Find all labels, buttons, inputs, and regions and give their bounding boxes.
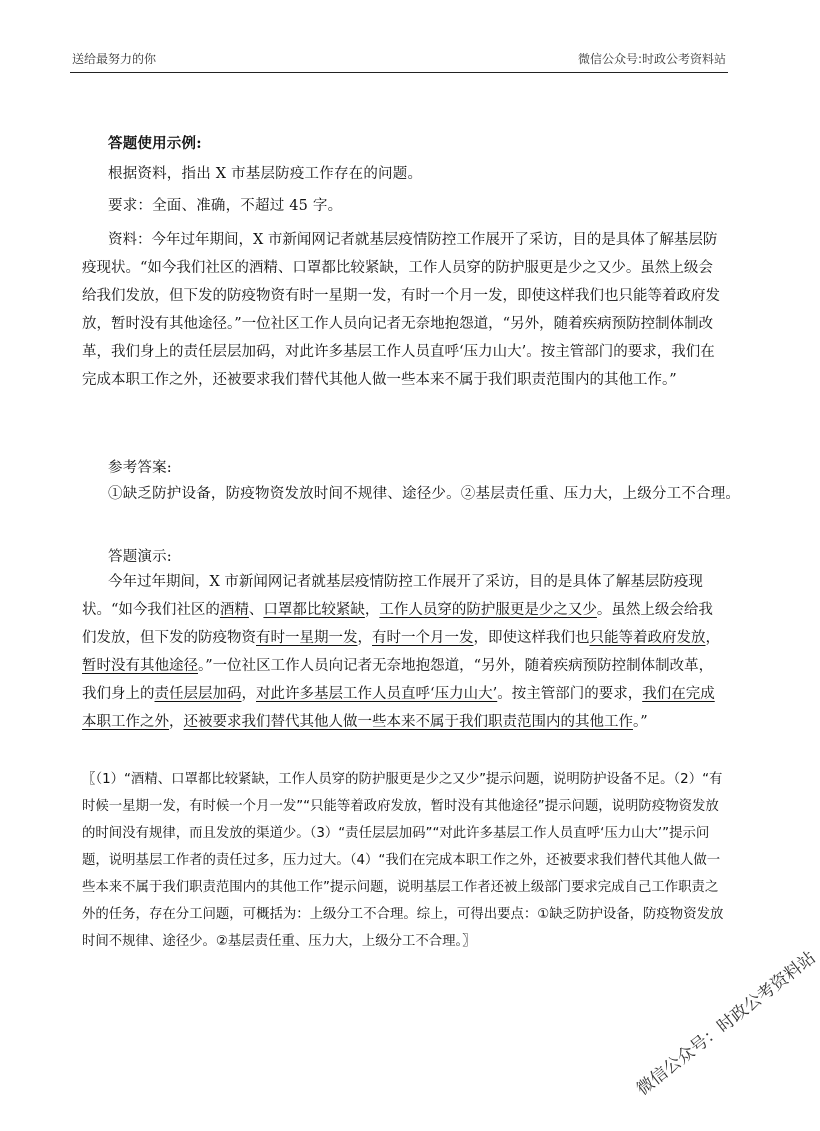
watermark-text: 微信公众号：时政公考资料站: [633, 947, 820, 1100]
marked-phrase: 有时一星期一发: [256, 630, 358, 646]
marked-phrase: 酒精: [219, 602, 249, 618]
marked-phrase: 责任层层加码: [154, 686, 242, 702]
demo-text: 。虽然上级会给我们发放，但下发的防疫物资: [82, 602, 713, 646]
reference-answer: ①缺乏防护设备，防疫物资发放时间不规律、途径少。②基层责任重、压力大，上级分工不合理。: [108, 486, 741, 502]
header-left-text: 送给最努力的你: [72, 52, 157, 66]
demo-text: 。按主管部门的要求，: [497, 686, 643, 702]
demo-text: 。”一位社区工作人员向记者无奈地抱怨道，“另外，随着疾病预防控制体制改革，我们身上的: [82, 658, 714, 702]
demo-heading: 答题演示:: [108, 549, 172, 565]
demo-paragraph: [82, 568, 722, 736]
demo-text: ，: [357, 630, 372, 646]
reference-heading: 参考答案:: [108, 460, 172, 476]
header-right-text: 微信公众号:时政公考资料站: [577, 52, 726, 66]
marked-phrase: 工作人员穿的防护服更是少之又少: [379, 602, 597, 618]
example-requirement: 要求：全面、准确，不超过 45 字。: [108, 198, 343, 214]
demo-text: ，即使这样我们也: [473, 630, 590, 646]
marked-phrase: 只能等着政府发放: [589, 630, 706, 646]
demo-text: ，: [705, 630, 720, 646]
demo-text: 。”: [633, 714, 648, 730]
example-heading: 答题使用示例:: [108, 135, 202, 152]
marked-phrase: 有时一个月一发: [372, 630, 474, 646]
demo-text: 、: [248, 602, 264, 618]
example-question: 根据资料，指出 X 市基层防疫工作存在的问题。: [108, 166, 423, 182]
example-material: 资料：今年过年期间，X 市新闻网记者就基层疫情防控工作展开了采访，目的是具体了解基层防疫现状。“如今我们社区的酒精、口罩都比较紧缺，工作人员穿的防护服更是少之又少。虽然上级会给我们发放，但下发的防疫物资有时一星期一发，有时一个月一发，即使这样我们也只能等着政府发放，暂时没有其他途径。”一位社区工作人员向记者无奈地抱怨道，“另外，随着疾病预防控制体制改革，我们身上的责任层层加码，对此许多基层工作人员直呼‘压力山大’。按主管部门的要求，我们在完成本职工作之外，还被要求我们替代其他人做一些本来不属于我们职责范围内的其他工作。”: [82, 232, 720, 388]
marked-phrase: 口罩都比较紧缺: [263, 602, 365, 618]
analysis-note: 〖（1）“酒精、口罩都比较紧缺，工作人员穿的防护服更是少之又少”提示问题，说明防护设备不足。（2）“有时候一星期一发，有时候一个月一发”“只能等着政府发放，暂时没有其他途径”提示问题，说明防疫物资发放的时间没有规律，而且发放的渠道少。（3）“责任层层加码”“对此许多基层工作人员直呼‘压力山大’”提示问题，说明基层工作者的责任过多，压力过大。（4）“我们在完成本职工作之外，还被要求我们替代其他人做一些本来不属于我们职责范围内的其他工作”提示问题，说明基层工作者还被上级部门要求完成自己工作职责之外的任务，存在分工问题，可概括为：上级分工不合理。综上，可得出要点：①缺乏防护设备，防疫物资发放时间不规律、途径少。②基层责任重、压力大，上级分工不合理。〗: [82, 772, 724, 949]
marked-phrase: 我们在完成本职工作之外: [82, 686, 715, 730]
demo-text: ，: [169, 714, 184, 730]
marked-phrase: 暂时没有其他途径: [82, 658, 198, 674]
marked-phrase: 对此许多基层工作人员直呼‘压力山大’: [256, 686, 498, 702]
demo-text: ，: [241, 686, 256, 702]
header-rule: [70, 72, 728, 73]
demo-text: 今年过年期间，X 市新闻网记者就基层疫情防控工作展开了采访，目的是具体了解基层防疫现状。“如今我们社区的: [82, 574, 703, 618]
marked-phrase: 还被要求我们替代其他人做一些本来不属于我们职责范围内的其他工作: [183, 714, 633, 730]
demo-text: ，: [364, 602, 380, 618]
